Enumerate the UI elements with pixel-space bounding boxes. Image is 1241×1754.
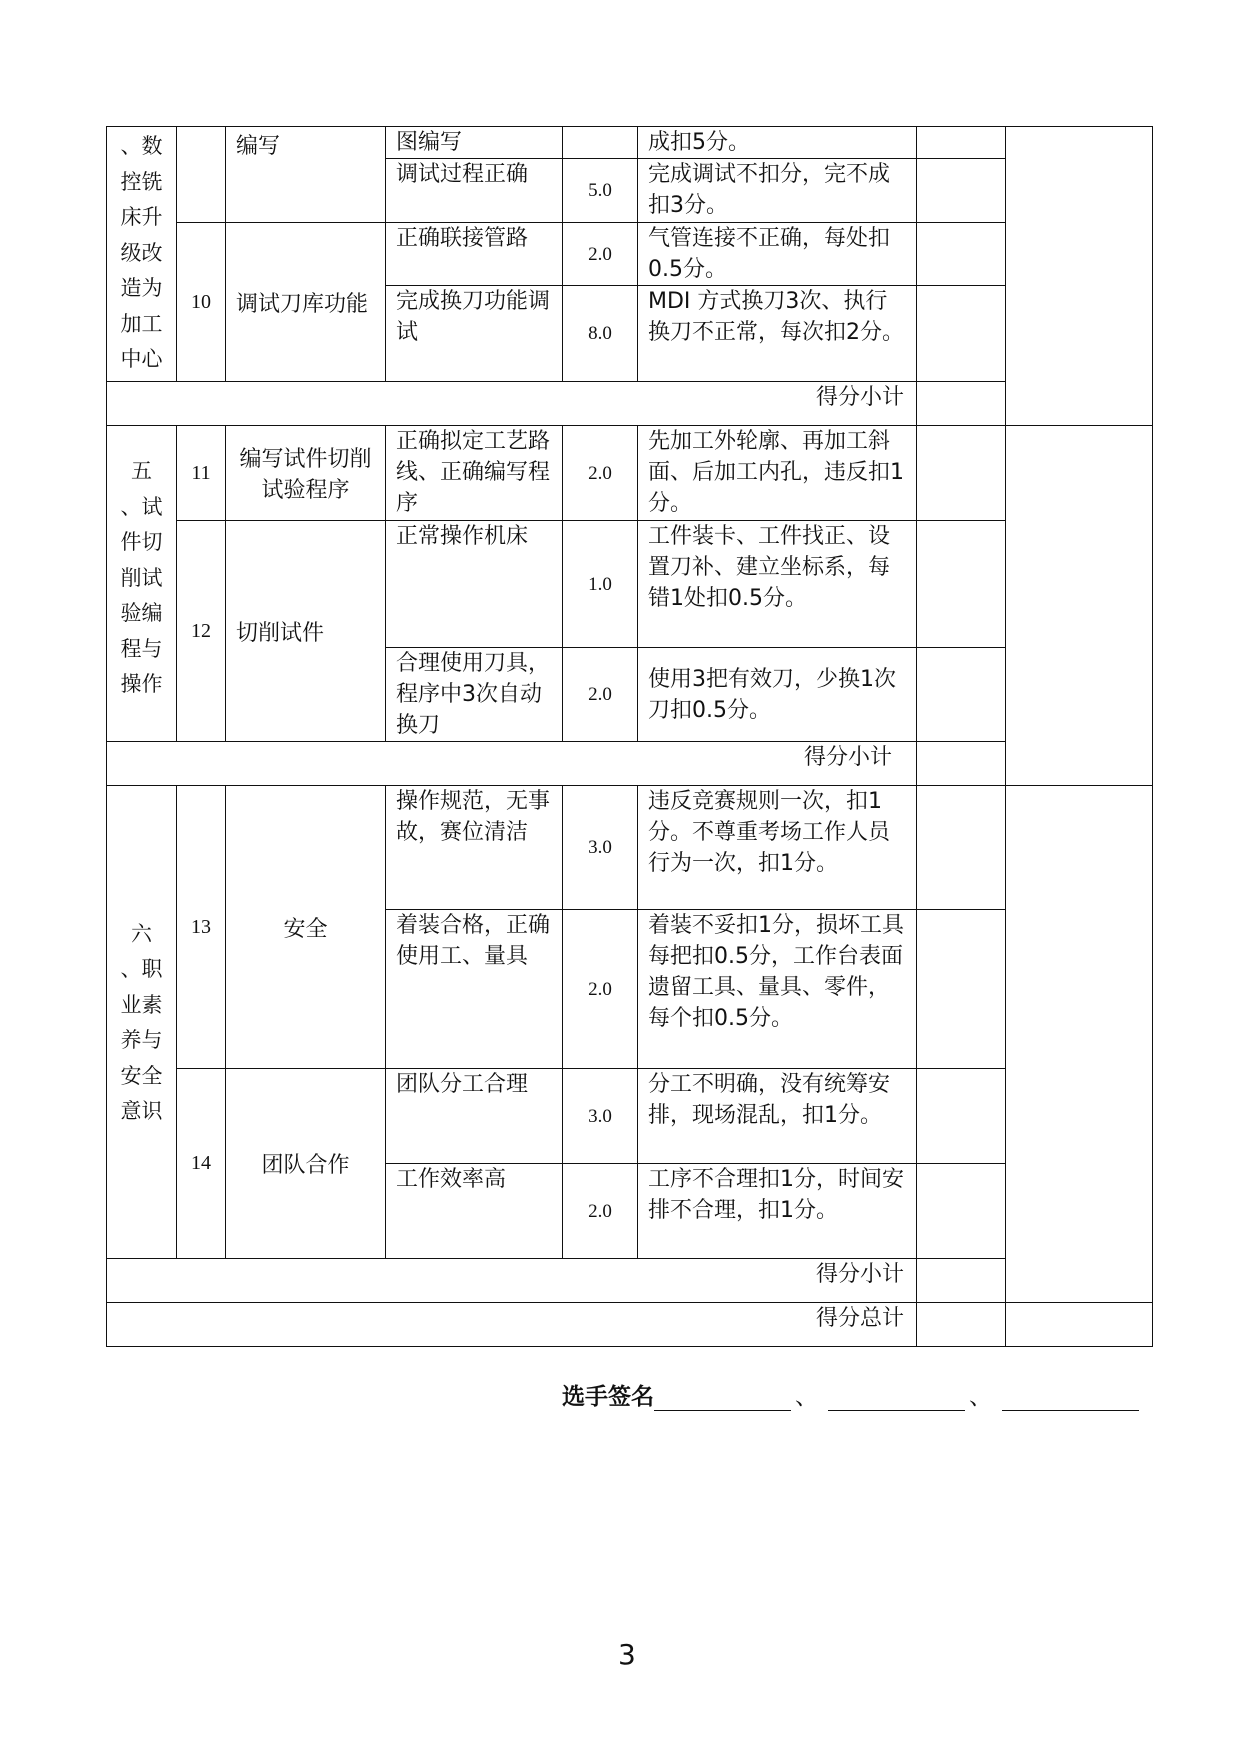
item-name: 切削试件: [226, 521, 386, 742]
points: 1.0: [563, 521, 638, 648]
score-cell[interactable]: [917, 521, 1006, 648]
item-number: 14: [177, 1069, 226, 1259]
score-cell[interactable]: [917, 286, 1006, 382]
scoring-table: [106, 126, 1153, 1347]
category-line: 业素: [120, 992, 163, 1017]
points: 8.0: [563, 286, 638, 382]
criterion: 完成换刀功能调试: [386, 286, 563, 382]
item-number: 10: [177, 223, 226, 382]
total-remark-cell[interactable]: [1006, 1303, 1153, 1347]
category-line: 件切: [120, 530, 163, 554]
subtotal-row: [107, 742, 1153, 786]
score-cell[interactable]: [917, 1069, 1006, 1164]
deduction-standard: 先加工外轮廓、再加工斜面、后加工内孔，违反扣1分。: [638, 426, 917, 521]
deduction-standard: 工件装卡、工件找正、设置刀补、建立坐标系，每错1处扣0.5分。: [638, 521, 917, 648]
criterion: 着装合格，正确使用工、量具: [386, 910, 563, 1069]
subtotal-score-cell[interactable]: [917, 1259, 1006, 1303]
table-row: [107, 786, 1153, 910]
category-line: 安全: [120, 1063, 163, 1088]
criterion: 团队分工合理: [386, 1069, 563, 1164]
table-row: [107, 521, 1153, 648]
deduction-standard: 使用3把有效刀，少换1次刀扣0.5分。: [638, 648, 917, 742]
subtotal-label: 得分小计: [107, 382, 917, 426]
signature-label: 选手签名: [562, 1384, 654, 1410]
deduction-standard: 着装不妥扣1分，损坏工具每把扣0.5分，工作台表面遗留工具、量具、零件，每个扣0.5分。: [638, 910, 917, 1069]
remark-cell[interactable]: [1006, 786, 1153, 1303]
category-line: 、职: [120, 957, 163, 981]
criterion: 工作效率高: [386, 1164, 563, 1259]
table-row: [107, 223, 1153, 286]
points: 3.0: [563, 1069, 638, 1164]
page-number: 3: [618, 1638, 636, 1671]
signature-field-3[interactable]: [1002, 1384, 1139, 1411]
item-number: 11: [177, 426, 226, 521]
total-score-cell[interactable]: [917, 1303, 1006, 1347]
item-name: 调试刀库功能: [226, 223, 386, 382]
table-row: [107, 1069, 1153, 1164]
score-cell[interactable]: [917, 1164, 1006, 1259]
remark-cell[interactable]: [1006, 127, 1153, 426]
item-name: 安全: [226, 786, 386, 1069]
subtotal-row: [107, 382, 1153, 426]
score-cell[interactable]: [917, 127, 1006, 159]
item-name: 编写试件切削试验程序: [226, 426, 386, 521]
score-cell[interactable]: [917, 786, 1006, 910]
category-line: 养与: [120, 1028, 163, 1052]
subtotal-label: 得分小计: [107, 1259, 917, 1303]
points: 3.0: [563, 786, 638, 910]
category-cell: [107, 786, 177, 1259]
deduction-standard: 气管连接不正确，每处扣0.5分。: [638, 223, 917, 286]
category-line: 验编: [120, 601, 163, 625]
category-line: 加工: [120, 311, 163, 336]
criterion: 正常操作机床: [386, 521, 563, 648]
category-line: 级改: [120, 240, 163, 265]
item-number: 13: [177, 786, 226, 1069]
table-row: [107, 426, 1153, 521]
category-cell: [107, 426, 177, 742]
item-number: 12: [177, 521, 226, 742]
category-line: 削试: [120, 565, 163, 590]
category-line: 造为: [120, 276, 163, 300]
score-cell[interactable]: [917, 223, 1006, 286]
criterion: 调试过程正确: [386, 159, 563, 223]
deduction-standard: 分工不明确，没有统筹安排，现场混乱，扣1分。: [638, 1069, 917, 1164]
category-cell: [107, 127, 177, 382]
remark-cell[interactable]: [1006, 426, 1153, 786]
item-name: 编写: [226, 127, 386, 223]
score-cell[interactable]: [917, 910, 1006, 1069]
item-name: 团队合作: [226, 1069, 386, 1259]
category-line: 意识: [120, 1099, 163, 1123]
subtotal-score-cell[interactable]: [917, 742, 1006, 786]
subtotal-label: 得分小计: [107, 742, 917, 786]
subtotal-row: [107, 1259, 1153, 1303]
category-line: 控铣: [120, 169, 163, 194]
score-cell[interactable]: [917, 426, 1006, 521]
deduction-standard: 完成调试不扣分，完不成扣3分。: [638, 159, 917, 223]
points: 2.0: [563, 1164, 638, 1259]
points: 5.0: [563, 159, 638, 223]
criterion: 合理使用刀具，程序中3次自动换刀: [386, 648, 563, 742]
signature-separator: 、: [969, 1384, 992, 1410]
criterion: 操作规范，无事故，赛位清洁: [386, 786, 563, 910]
points: 2.0: [563, 910, 638, 1069]
category-line: 五: [131, 459, 152, 483]
criterion: 图编写: [386, 127, 563, 159]
subtotal-score-cell[interactable]: [917, 382, 1006, 426]
criterion: 正确拟定工艺路线、正确编写程序: [386, 426, 563, 521]
score-cell[interactable]: [917, 159, 1006, 223]
signature-field-2[interactable]: [828, 1384, 965, 1411]
category-line: 六: [131, 921, 152, 946]
points: 2.0: [563, 223, 638, 286]
category-line: 床升: [120, 205, 163, 229]
criterion: 正确联接管路: [386, 223, 563, 286]
total-row: [107, 1303, 1153, 1347]
points: 2.0: [563, 648, 638, 742]
deduction-standard: 成扣5分。: [638, 127, 917, 159]
deduction-standard: 违反竞赛规则一次，扣1分。不尊重考场工作人员行为一次，扣1分。: [638, 786, 917, 910]
category-line: 程与: [120, 636, 163, 661]
category-line: 、试: [120, 494, 163, 519]
total-label: 得分总计: [107, 1303, 917, 1347]
category-line: 操作: [120, 672, 163, 696]
signature-field-1[interactable]: [654, 1384, 791, 1411]
category-line: 、数: [120, 134, 163, 158]
table-row: [107, 127, 1153, 159]
item-number: [177, 127, 226, 223]
score-cell[interactable]: [917, 648, 1006, 742]
signature-separator: 、: [795, 1384, 818, 1410]
points: [563, 127, 638, 159]
deduction-standard: 工序不合理扣1分，时间安排不合理，扣1分。: [638, 1164, 917, 1259]
deduction-standard: MDI 方式换刀3次、执行换刀不正常，每次扣2分。: [638, 286, 917, 382]
points: 2.0: [563, 426, 638, 521]
signature-area: [562, 1378, 1139, 1411]
category-line: 中心: [120, 347, 163, 371]
